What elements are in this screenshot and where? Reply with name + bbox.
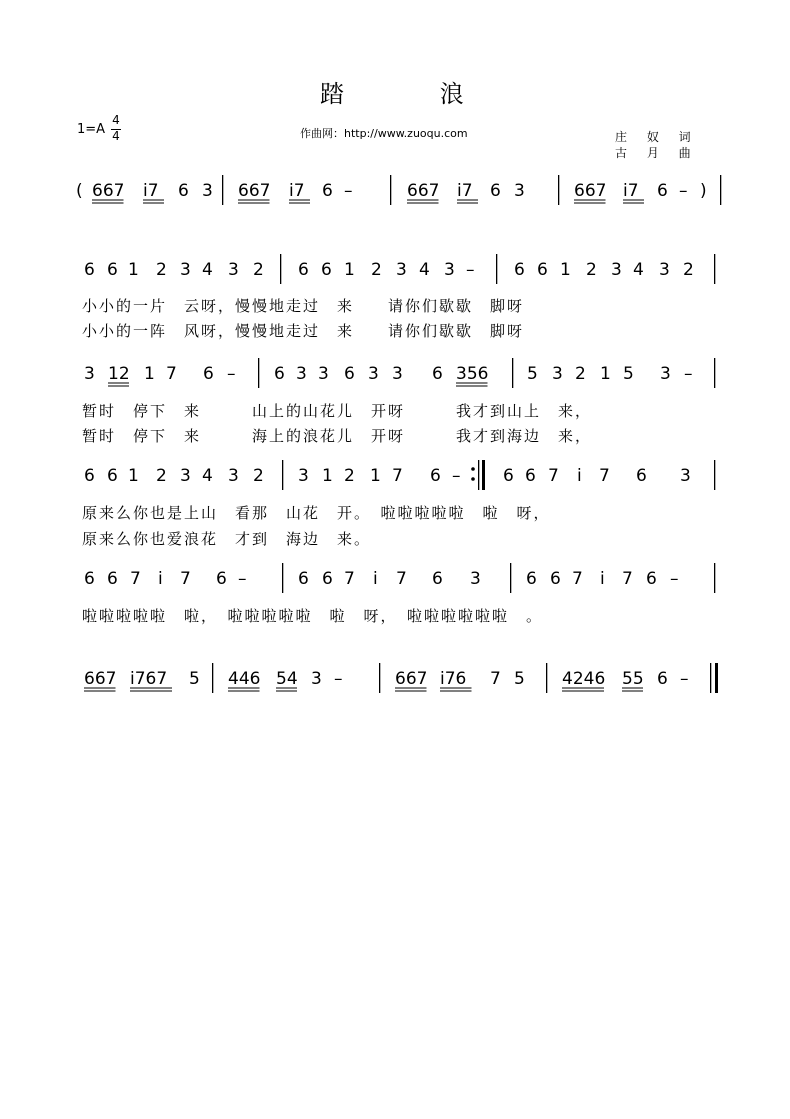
note-4-10: 7 [344, 569, 355, 589]
note-2-19: 1 [600, 364, 611, 384]
note-0-19: – [679, 181, 688, 201]
note-4-9: 6 [322, 569, 333, 589]
note-2-10: 6 [344, 364, 355, 384]
barline [710, 663, 711, 693]
note-3-21: 7 [599, 466, 610, 486]
note-4-21: 6 [646, 569, 657, 589]
note-2-16: 5 [527, 364, 538, 384]
note-0-8: 6 [322, 181, 333, 201]
barline [510, 563, 511, 593]
note-5-1: i767 [130, 669, 168, 689]
lyrics-verse2-line1: 暂时 停下 来 山上的山花儿 开呀 我才到山上 来， [82, 402, 593, 420]
note-3-7: 2 [253, 466, 264, 486]
note-2-4: 6 [203, 364, 214, 384]
note-3-17: 6 [503, 466, 514, 486]
note-4-19: i [600, 569, 605, 589]
note-1-2: 1 [128, 260, 139, 280]
note-4-0: 6 [84, 569, 95, 589]
note-1-20: 1 [560, 260, 571, 280]
note-4-20: 7 [622, 569, 633, 589]
note-3-9: 3 [298, 466, 309, 486]
note-1-16: – [466, 260, 475, 280]
note-1-3: 2 [156, 260, 167, 280]
note-3-19: 7 [548, 466, 559, 486]
barline [720, 175, 721, 205]
note-1-1: 6 [107, 260, 118, 280]
note-1-12: 2 [371, 260, 382, 280]
note-5-7: – [334, 669, 343, 689]
note-4-13: 6 [432, 569, 443, 589]
note-0-16: 667 [574, 181, 607, 201]
barline [222, 175, 223, 205]
note-5-14: 4246 [562, 669, 606, 689]
note-1-7: 2 [253, 260, 264, 280]
note-5-6: 3 [311, 669, 322, 689]
key-signature: 1=A [77, 122, 106, 137]
note-5-5: 54 [276, 669, 298, 689]
note-2-8: 3 [296, 364, 307, 384]
note-3-22: 6 [636, 466, 647, 486]
note-3-13: 7 [392, 466, 403, 486]
note-3-4: 3 [180, 466, 191, 486]
note-3-23: 3 [680, 466, 691, 486]
note-0-3: 6 [178, 181, 189, 201]
note-0-13: 6 [490, 181, 501, 201]
barline [258, 358, 259, 388]
note-3-2: 1 [128, 466, 139, 486]
note-0-4: 3 [202, 181, 213, 201]
note-4-17: 6 [550, 569, 561, 589]
note-1-15: 3 [444, 260, 455, 280]
note-0-6: 667 [238, 181, 271, 201]
barline [379, 663, 380, 693]
barline [715, 663, 718, 693]
note-0-14: 3 [514, 181, 525, 201]
note-4-8: 6 [298, 569, 309, 589]
note-5-17: – [680, 669, 689, 689]
note-0-18: 6 [657, 181, 668, 201]
note-3-6: 3 [228, 466, 239, 486]
note-2-18: 2 [575, 364, 586, 384]
repeat-dot [471, 467, 475, 471]
note-5-15: 55 [622, 669, 644, 689]
note-3-0: 6 [84, 466, 95, 486]
note-3-14: 6 [430, 466, 441, 486]
note-1-19: 6 [537, 260, 548, 280]
note-3-11: 2 [344, 466, 355, 486]
note-4-4: 7 [180, 569, 191, 589]
note-0-17: i7 [623, 181, 639, 201]
barline [714, 358, 715, 388]
note-2-20: 5 [623, 364, 634, 384]
note-2-11: 3 [368, 364, 379, 384]
note-3-1: 6 [107, 466, 118, 486]
note-4-12: 7 [396, 569, 407, 589]
note-1-11: 1 [344, 260, 355, 280]
note-5-12: 5 [514, 669, 525, 689]
barline [282, 563, 283, 593]
note-4-2: 7 [130, 569, 141, 589]
note-4-1: 6 [107, 569, 118, 589]
note-0-2: i7 [143, 181, 159, 201]
note-4-22: – [670, 569, 679, 589]
note-0-7: i7 [289, 181, 305, 201]
lyrics-verse3-line2: 原来么你也爱浪花 才到 海边 来。 [82, 530, 372, 548]
note-5-11: 7 [490, 669, 501, 689]
note-5-16: 6 [657, 669, 668, 689]
source-url: 作曲网：http://www.zuoqu.com [300, 127, 468, 140]
note-2-0: 3 [84, 364, 95, 384]
note-5-0: 667 [84, 669, 117, 689]
note-4-3: i [158, 569, 163, 589]
note-1-0: 6 [84, 260, 95, 280]
lyrics-verse4: 啦啦啦啦啦 啦， 啦啦啦啦啦 啦 呀， 啦啦啦啦啦啦 。 [82, 607, 544, 625]
note-3-5: 4 [202, 466, 213, 486]
note-4-14: 3 [470, 569, 481, 589]
note-1-10: 6 [321, 260, 332, 280]
note-5-10: i76 [440, 669, 467, 689]
note-2-13: 6 [432, 364, 443, 384]
lyricist-credit: 庄 奴 词 [615, 130, 699, 144]
barline [714, 460, 715, 490]
note-1-6: 3 [228, 260, 239, 280]
note-4-6: – [238, 569, 247, 589]
barline [512, 358, 513, 388]
note-5-2: 5 [189, 669, 200, 689]
lyrics-verse2-line2: 暂时 停下 来 海上的浪花儿 开呀 我才到海边 来， [82, 427, 593, 445]
note-4-5: 6 [216, 569, 227, 589]
note-1-18: 6 [514, 260, 525, 280]
barline [482, 460, 485, 490]
note-1-9: 6 [298, 260, 309, 280]
note-0-20: ) [700, 181, 707, 201]
note-4-16: 6 [526, 569, 537, 589]
note-1-21: 2 [586, 260, 597, 280]
lyrics-verse3-line1: 原来么你也是上山 看那 山花 开。 啦啦啦啦啦 啦 呀， [82, 504, 551, 522]
barline [558, 175, 559, 205]
note-3-18: 6 [525, 466, 536, 486]
note-1-25: 2 [683, 260, 694, 280]
note-3-3: 2 [156, 466, 167, 486]
note-4-11: i [373, 569, 378, 589]
note-1-23: 4 [633, 260, 644, 280]
note-1-14: 4 [419, 260, 430, 280]
note-4-18: 7 [572, 569, 583, 589]
barline [496, 254, 497, 284]
note-2-5: – [227, 364, 236, 384]
note-2-1: 12 [108, 364, 130, 384]
time-signature-top: 4 [112, 113, 120, 127]
note-0-1: 667 [92, 181, 125, 201]
note-1-5: 4 [202, 260, 213, 280]
note-5-9: 667 [395, 669, 428, 689]
song-title: 踏 浪 [320, 80, 508, 108]
note-3-20: i [577, 466, 582, 486]
note-3-15: – [452, 466, 461, 486]
note-1-24: 3 [659, 260, 670, 280]
note-0-0: ( [76, 181, 83, 201]
barline [282, 460, 283, 490]
note-0-9: – [344, 181, 353, 201]
note-2-2: 1 [144, 364, 155, 384]
barline [390, 175, 391, 205]
note-2-12: 3 [392, 364, 403, 384]
note-0-11: 667 [407, 181, 440, 201]
note-1-13: 3 [396, 260, 407, 280]
repeat-dot [471, 477, 475, 481]
composer-credit: 古 月 曲 [615, 146, 699, 160]
barline [280, 254, 281, 284]
note-2-9: 3 [318, 364, 329, 384]
note-2-22: – [684, 364, 693, 384]
note-2-7: 6 [274, 364, 285, 384]
note-1-22: 3 [611, 260, 622, 280]
note-0-12: i7 [457, 181, 473, 201]
note-2-17: 3 [552, 364, 563, 384]
barline [212, 663, 213, 693]
note-2-3: 7 [166, 364, 177, 384]
note-1-4: 3 [180, 260, 191, 280]
barline [714, 563, 715, 593]
lyrics-verse1-line2: 小小的一阵 风呀，慢慢地走过 来 请你们歇歇 脚呀 [82, 322, 525, 340]
barline [478, 460, 479, 490]
time-signature-bottom: 4 [112, 129, 120, 143]
lyrics-verse1-line1: 小小的一片 云呀，慢慢地走过 来 请你们歇歇 脚呀 [82, 297, 525, 315]
barline [714, 254, 715, 284]
note-3-12: 1 [370, 466, 381, 486]
note-2-14: 356 [456, 364, 489, 384]
barline [546, 663, 547, 693]
note-2-21: 3 [660, 364, 671, 384]
note-5-4: 446 [228, 669, 261, 689]
note-3-10: 1 [322, 466, 333, 486]
